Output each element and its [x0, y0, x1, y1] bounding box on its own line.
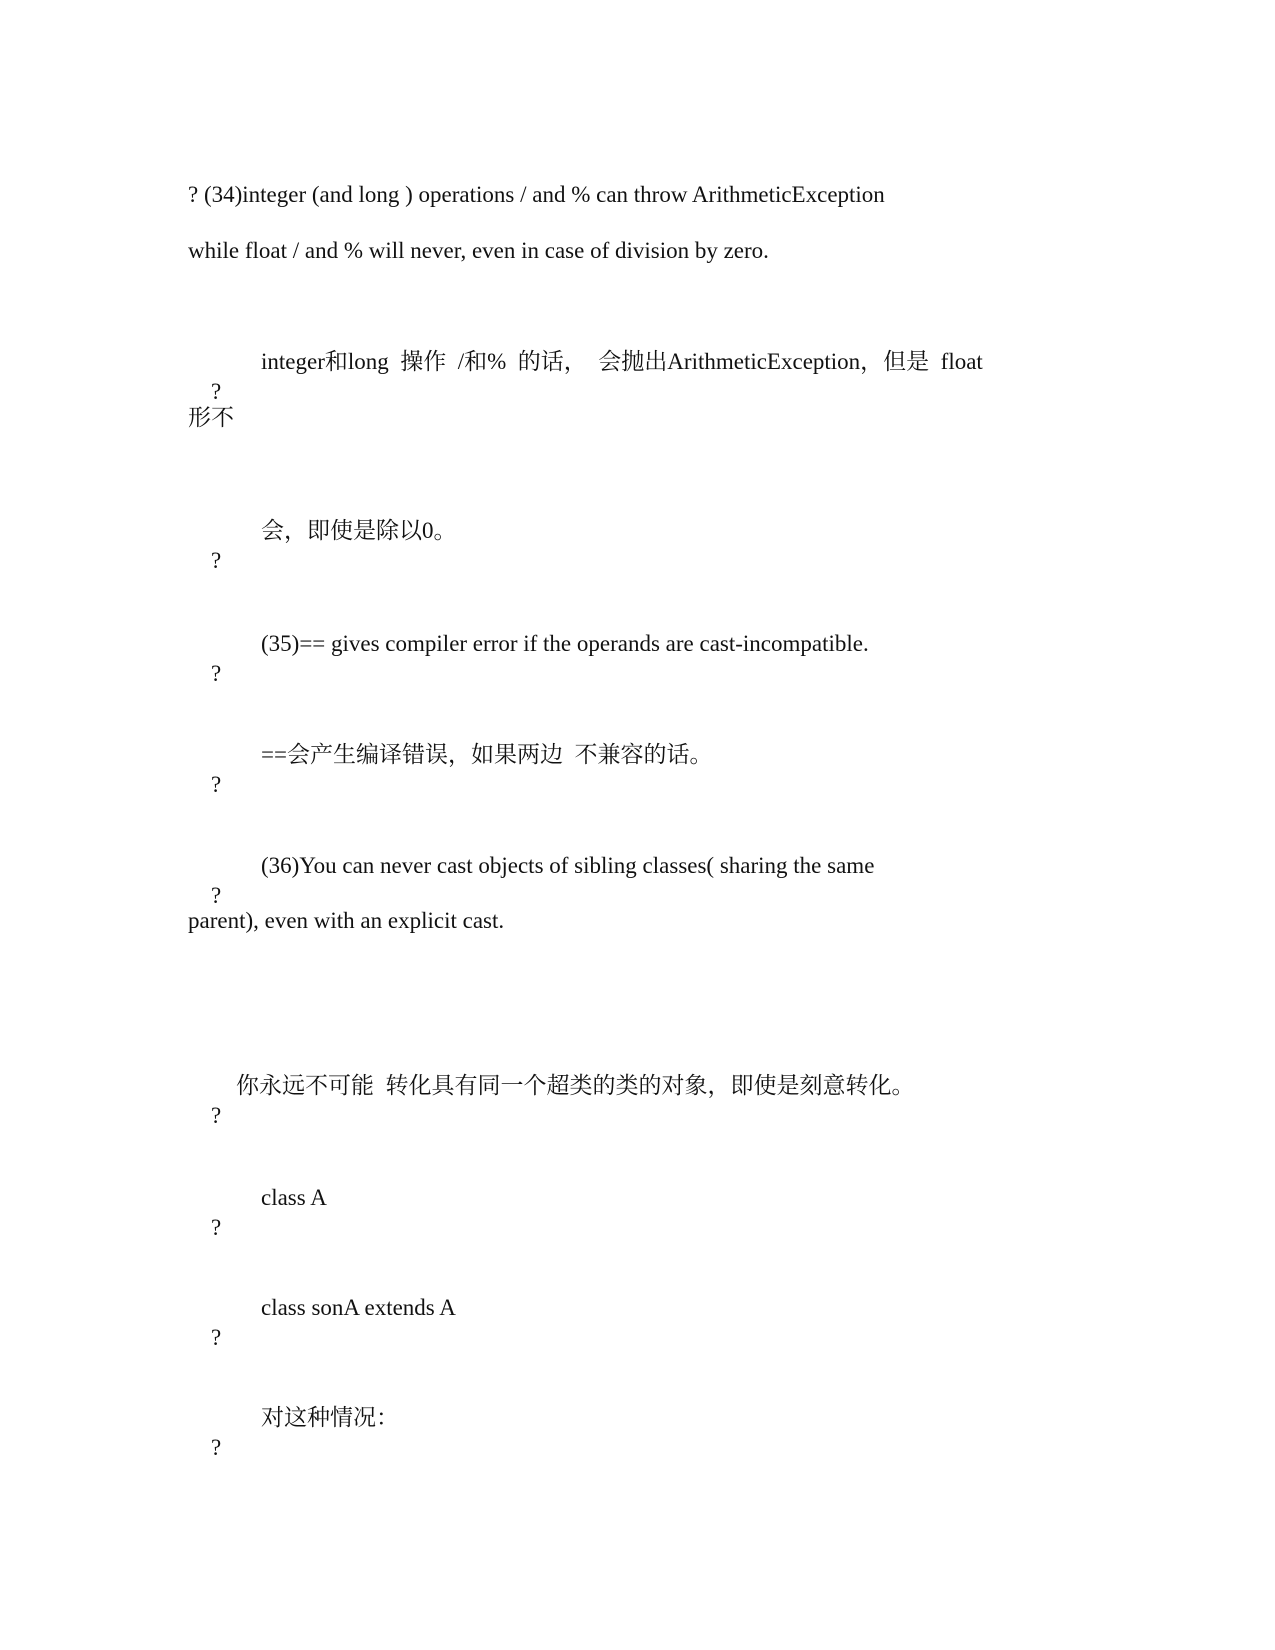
bullet-marker: ?	[211, 661, 222, 686]
paragraph-35-zh-text: ==会产生编译错误，如果两边 不兼容的话。	[261, 742, 713, 767]
paragraph-34-zh-text-2: 会，即使是除以0。	[261, 518, 457, 543]
paragraph-35-line	[188, 629, 869, 749]
paragraph-36-zh-text: 你永远不可能 转化具有同一个超类的类的对象，即使是刻意转化。	[236, 1073, 915, 1098]
bullet-marker: ?	[211, 548, 222, 573]
bullet-marker: ?	[211, 883, 222, 908]
bullet-marker: ?	[211, 1215, 222, 1240]
case-intro-text: 对这种情况：	[261, 1405, 399, 1430]
code-class-sona: class sonA extends A	[261, 1295, 456, 1320]
paragraph-36-zh-line	[188, 1071, 915, 1191]
paragraph-34-zh-line-2: 形不	[188, 405, 234, 430]
bullet-marker: ?	[211, 1325, 222, 1350]
bullet-marker: ?	[211, 772, 222, 797]
paragraph-35-zh-line	[188, 740, 713, 860]
paragraph-34-zh-text: integer和long 操作 /和% 的话， 会抛出ArithmeticException，但是 float	[261, 349, 983, 374]
case-intro-line	[188, 1403, 399, 1523]
paragraph-34-line-2: while float / and % will never, even in case of division by zero.	[188, 238, 769, 263]
bullet-marker: ?	[211, 379, 222, 404]
code-class-sona-line	[188, 1293, 456, 1413]
paragraph-34-line-1: ? (34)integer (and long ) operations / and % can throw ArithmeticException	[188, 182, 885, 207]
bullet-marker: ?	[211, 1103, 222, 1128]
bullet-marker: ?	[211, 1435, 222, 1460]
code-class-a: class A	[261, 1185, 327, 1210]
paragraph-36-line-2: parent), even with an explicit cast.	[188, 908, 505, 933]
paragraph-34-zh-line-3	[188, 516, 457, 636]
paragraph-35-text: (35)== gives compiler error if the operands are cast-incompatible.	[261, 631, 869, 656]
paragraph-36-text: (36)You can never cast objects of sibling classes( sharing the same	[261, 853, 875, 878]
code-class-a-line	[188, 1183, 327, 1303]
